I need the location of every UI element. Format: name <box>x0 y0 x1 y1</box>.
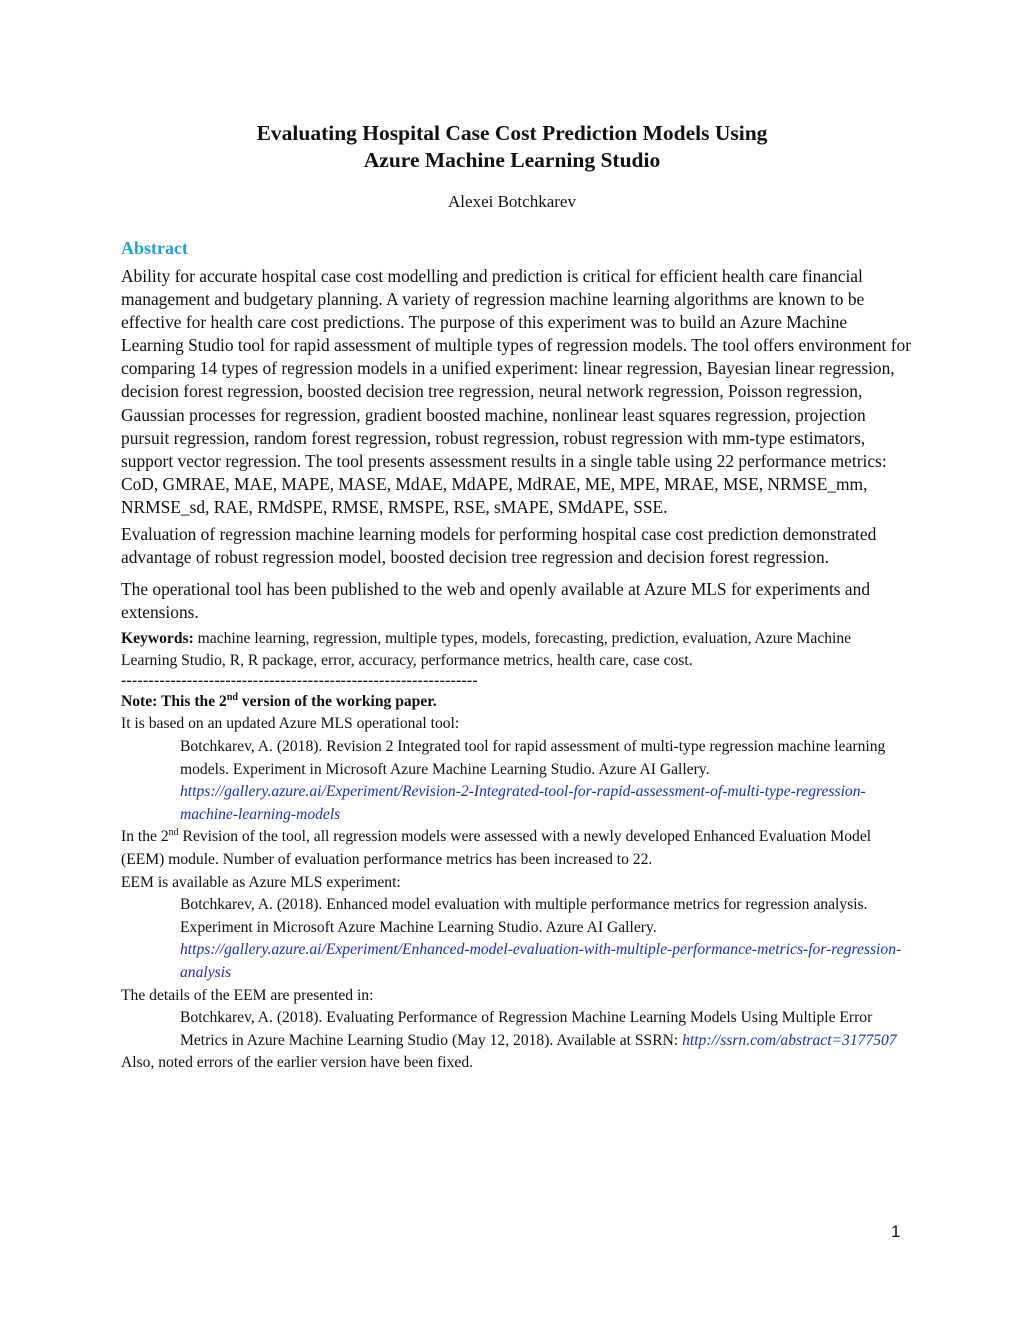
errors-fixed-text: Also, noted errors of the earlier version have been fixed. <box>121 1054 474 1072</box>
keywords-text: machine learning, regression, multiple types, models, forecasting, prediction, evaluation, Azure Machine Learning Studio, R, R package, error, accuracy, performance metrics, health care, case cost. <box>121 630 852 669</box>
title-line-1: Evaluating Hospital Case Cost Prediction Models Using <box>256 121 768 145</box>
revision-paragraph <box>121 826 911 871</box>
eem-available-text: EEM is available as Azure MLS experiment: <box>121 873 401 891</box>
title-line-2: Azure Machine Learning Studio <box>363 148 661 172</box>
reference-1-text: Botchkarev, A. (2018). Revision 2 Integrated tool for rapid assessment of multi-type regression machine learning models. Experiment in Microsoft Azure Machine Learning Studio. Azure AI Gallery. <box>180 738 886 778</box>
abstract-paragraph-1: Ability for accurate hospital case cost modelling and prediction is critical for efficient health care financial management and budgetary planning. A variety of regression machine learning algorithms are known to be effective for health care cost predictions. The purpose of this experiment was to build an Azure Machine Learning Studio tool for rapid assessment of multiple types of regression models. The tool offers environment for comparing 14 types of regression models in a unified experiment: linear regression, Bayesian linear regression, decision forest regression, boosted decision tree regression, neural network regression, Poisson regression, Gaussian processes for regression, gradient boosted machine, nonlinear least squares regression, projection pursuit regression, random forest regression, robust regression, robust regression with mm-type estimators, support vector regression. The tool presents assessment results in a single table using 22 performance metrics: CoD, GMRAE, MAE, MAPE, MASE, MdAE, MdAPE, MdRAE, ME, MPE, MRAE, MSE, NRMSE_mm, NRMSE_sd, RAE, RMdSPE, RMSE, RMSPE, RSE, sMAPE, SMdAPE, SSE. <box>121 266 911 517</box>
note-superscript: nd <box>226 692 238 704</box>
reference-2-link[interactable]: https://gallery.azure.ai/Experiment/Enhanced-model-evaluation-with-multiple-performance-metrics-for-regression-analysis <box>180 941 902 981</box>
abstract-paragraph-3: The operational tool has been published to the web and openly available at Azure MLS for experiments and extensions. <box>121 579 871 623</box>
based-on-text: It is based on an updated Azure MLS operational tool: <box>121 715 460 733</box>
version-note <box>121 691 911 713</box>
abstract-heading: Abstract <box>121 238 188 258</box>
details-intro-text: The details of the EEM are presented in: <box>121 986 374 1004</box>
paper-title <box>0 120 1024 174</box>
reference-2 <box>180 894 911 984</box>
revision-prefix: In the 2 <box>121 828 169 846</box>
revision-superscript: nd <box>168 827 179 839</box>
paper-body <box>121 265 911 1075</box>
reference-3-text: Botchkarev, A. (2018). Evaluating Performance of Regression Machine Learning Models Using Multiple Error Metrics in Azure Machine Learning Studio (May 12, 2018). Available at SSRN: <box>180 1009 873 1049</box>
reference-1-link[interactable]: https://gallery.azure.ai/Experiment/Revision-2-Integrated-tool-for-rapid-assessment-of-multi-type-regression-machine-learning-models <box>180 783 866 823</box>
revision-suffix: Revision of the tool, all regression models were assessed with a newly developed Enhanced Evaluation Model (EEM) module. Number of evaluation performance metrics has been increased to 22. <box>121 828 872 868</box>
reference-3-link[interactable]: http://ssrn.com/abstract=3177507 <box>682 1031 897 1049</box>
keywords <box>121 628 911 671</box>
note-suffix: version of the working paper. <box>237 693 437 711</box>
reference-2-text: Botchkarev, A. (2018). Enhanced model evaluation with multiple performance metrics for regression analysis. Experiment in Microsoft Azure Machine Learning Studio. Azure AI Gallery. <box>180 896 868 936</box>
reference-3 <box>180 1007 911 1052</box>
note-prefix: Note: This the 2 <box>121 693 227 711</box>
separator-line: ----------------------------------------------------------------- <box>121 672 479 690</box>
abstract-paragraph-2: Evaluation of regression machine learning models for performing hospital case cost prediction demonstrated advantage of robust regression model, boosted decision tree regression and decision forest regression. <box>121 524 877 568</box>
keywords-label: Keywords: <box>121 630 194 648</box>
reference-1 <box>180 736 911 826</box>
page-number: 1 <box>891 1222 901 1241</box>
author-name: Alexei Botchkarev <box>448 192 576 211</box>
